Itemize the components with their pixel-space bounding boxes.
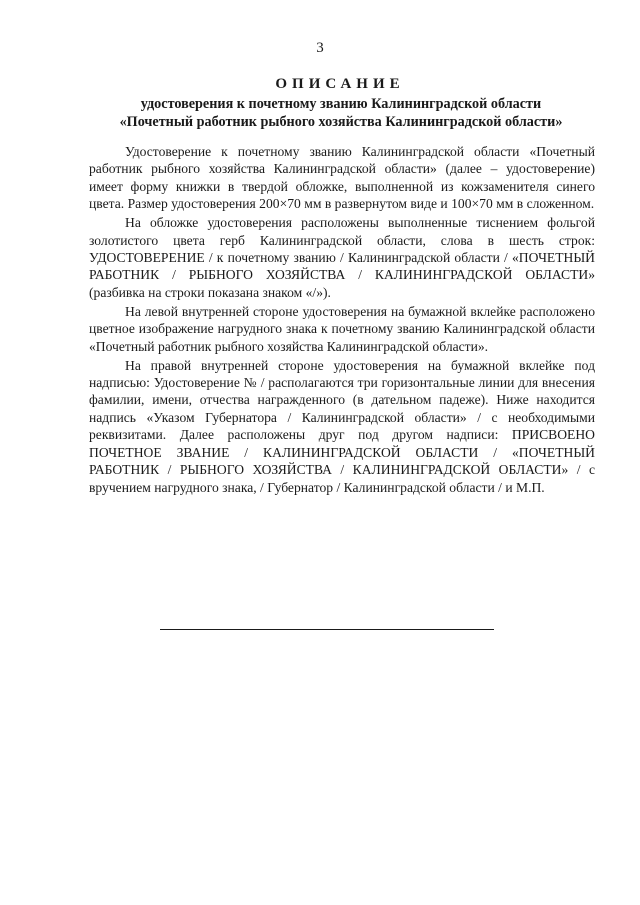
document-subtitle-line-2: «Почетный работник рыбного хозяйства Калининградской области» bbox=[119, 114, 563, 130]
document-title: ОПИСАНИЕ bbox=[275, 76, 405, 92]
document-body bbox=[89, 143, 595, 498]
document-subtitle-line-1: удостоверения к почетному званию Калининградской области bbox=[140, 96, 542, 112]
paragraph-cover: На обложке удостоверения расположены выполненные тиснением фольгой золотистого цвета герб Калининградской области, слова в шесть строк: УДОСТОВЕРЕНИЕ / к почетному званию / Калининградской области / «ПОЧЕТНЫЙ РАБОТНИК / РЫБНОГО ХОЗЯЙСТВА / КАЛИНИНГРАДСКОЙ ОБЛАСТИ» (разбивка на строки показана знаком «/»). bbox=[89, 215, 595, 300]
paragraph-right-inner-side: На правой внутренней стороне удостоверения на бумажной вклейке под надписью: Удостоверение № / располагаются три горизонтальные линии для внесения фамилии, имени, отчества награжденного (в дательном падеже). Ниже находится надпись «Указом Губернатора / Калининградской области» / с необходимыми реквизитами. Далее расположены друг под другом надписи: ПРИСВОЕНО ПОЧЕТНОЕ ЗВАНИЕ / КАЛИНИНГРАДСКОЙ ОБЛАСТИ / «ПОЧЕТНЫЙ РАБОТНИК / РЫБНОГО ХОЗЯЙСТВА / КАЛИНИНГРАДСКОЙ ОБЛАСТИ» / с вручением нагрудного знака, / Губернатор / Калининградской области / и М.П. bbox=[89, 357, 595, 495]
end-divider-line bbox=[160, 629, 494, 630]
paragraph-left-inner-side: На левой внутренней стороне удостоверения на бумажной вклейке расположено цветное изображение нагрудного знака к почетному званию Калининградской области «Почетный работник рыбного хозяйства Калининградской области». bbox=[89, 303, 595, 354]
page-number: 3 bbox=[316, 40, 324, 56]
paragraph-format: Удостоверение к почетному званию Калининградской области «Почетный работник рыбного хозяйства Калининградской области» (далее – удостоверение) имеет форму книжки в твердой обложке, выполненной из кожзаменителя синего цвета. Размер удостоверения 200×70 мм в развернутом виде и 100×70 мм в сложенном. bbox=[89, 144, 595, 212]
